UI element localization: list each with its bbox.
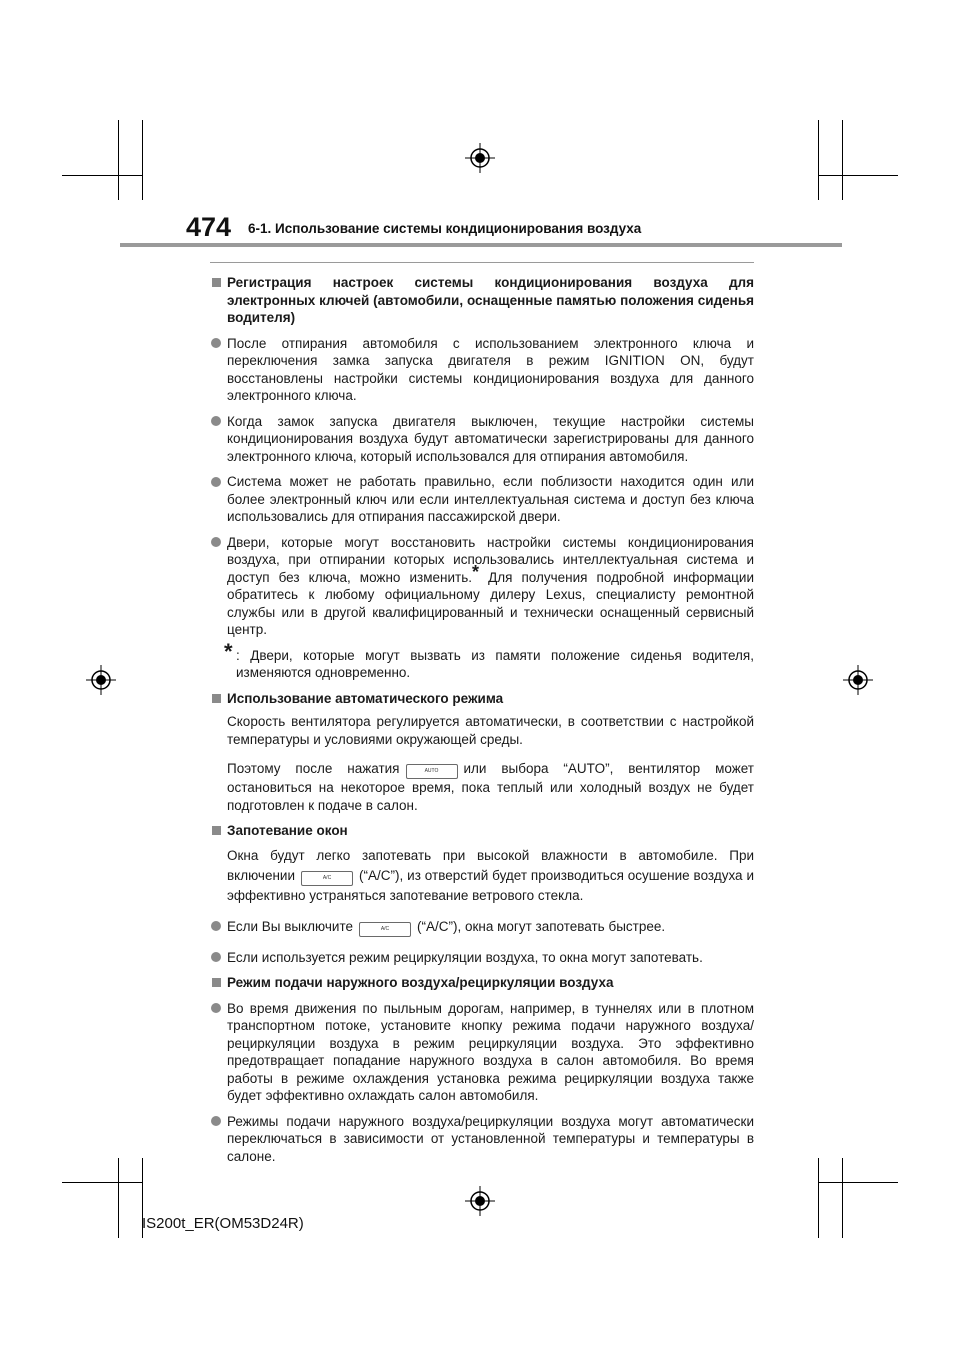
ac-button-icon: A/C [301,871,353,886]
page-content [210,266,754,1165]
footnote-star: * [471,561,479,582]
bullet-item: Когда замок запуска двигателя выключен, текущие настройки системы кондиционирования воздуха будут автоматически зарегистрированы для данного электронного ключа, который использовался для отпирания автомобиля. [210,413,754,466]
bullet-text: Для получения подробной информации обратитесь к любому официальному дилеру Lexus, специалисту ремонтной службы или в другой квалифицированный и технически оснащенный сервисный центр. [227,569,754,637]
crop-mark [62,175,142,176]
bullet-item: Режимы подачи наружного воздуха/рециркуляции воздуха могут автоматически переключаться в зависимости от установленной температуры и температуры в салоне. [210,1113,754,1166]
section-heading-air-mode: Режим подачи наружного воздуха/рециркуляции воздуха [210,974,754,992]
crop-mark [842,1158,843,1238]
content-rule [210,262,754,263]
paragraph-text: или выбора “AUTO”, вентилятор может остановиться на некоторое время, пока теплый или холодный воздух не будет подготовлен к подаче в салон. [227,761,754,813]
model-code: IS200t_ER(OM53D24R) [142,1215,304,1232]
crop-mark [842,120,843,200]
auto-button-icon: AUTO [406,764,458,779]
bullet-text: (“A/C”), окна могут запотевать быстрее. [416,918,666,934]
registration-mark-icon [843,665,873,695]
bullet-item: Система может не работать правильно, если поблизости находится один или более электронный ключ или если интеллектуальная система и доступ без ключа использовались для отпирания пассажирской двери. [210,473,754,526]
bullet-item [210,534,754,639]
bullet-item: Если используется режим рециркуляции воздуха, то окна могут запотевать. [210,949,754,967]
bullet-item [210,918,754,937]
header-rule [120,243,842,247]
crop-mark [818,175,898,176]
crop-mark [118,120,119,200]
section-heading-window-fogging: Запотевание окон [210,822,754,840]
paragraph-text: Поэтому после нажатия [227,761,400,776]
registration-mark-icon [86,665,116,695]
registration-mark-icon [465,1186,495,1216]
crop-mark [818,120,819,200]
page-number: 474 [186,212,232,242]
paragraph: Скорость вентилятора регулируется автоматически, в соответствии с настройкой температуры и условиями окружающей среды. [227,714,754,747]
crop-mark [818,1182,898,1183]
section-heading-auto-mode: Использование автоматического режима [210,690,754,708]
paragraph-text: Окна будут легко запотевать при высокой влажности в автомобиле. При включении [227,847,754,883]
footnote-text: : Двери, которые могут вызвать из памяти положение сиденья водителя, изменяются одновременно. [236,647,754,680]
bullet-text: Если Вы выключите [227,918,353,934]
bullet-text: Двери, которые могут восстановить настройки системы кондиционирования воздуха, при отпирании которых использовались интеллектуальная система и доступ без ключа, можно изменить. [227,534,754,585]
footnote [210,638,754,682]
bullet-item: После отпирания автомобиля с использованием электронного ключа и переключения замка запуска двигателя в режим IGNITION ON, будут восстановлены настройки системы кондиционирования воздуха для данного электронного ключа. [210,335,754,405]
paragraph [210,760,754,814]
crop-mark [818,1158,819,1238]
paragraph-text: (“A/C”), из отверстий будет производиться осушение воздуха и эффективно устраняться запотевание ветрового стекла. [227,867,754,903]
ac-button-icon: A/C [359,922,411,937]
footnote-mark: * [224,638,233,664]
crop-mark [142,120,143,200]
section-heading-memory: Регистрация настроек системы кондиционирования воздуха для электронных ключей (автомобили, оснащенные памятью положения сиденья водителя) [210,274,754,327]
paragraph [210,846,754,906]
section-header-title: 6-1. Использование системы кондиционирования воздуха [248,221,642,236]
bullet-item: Во время движения по пыльным дорогам, например, в туннелях или в плотном транспортном потоке, установите кнопку режима подачи наружного воздуха/рециркуляции воздуха в режим рециркуляции воздуха. Это эффективно предотвращает попадание наружного воздуха в салон автомобиля. Во время работы в режиме охлаждения установка режима рециркуляции воздуха также будет эффективно охлаждать салон автомобиля. [210,1000,754,1105]
registration-mark-icon [465,143,495,173]
crop-mark [118,1158,119,1238]
crop-mark [62,1182,142,1183]
